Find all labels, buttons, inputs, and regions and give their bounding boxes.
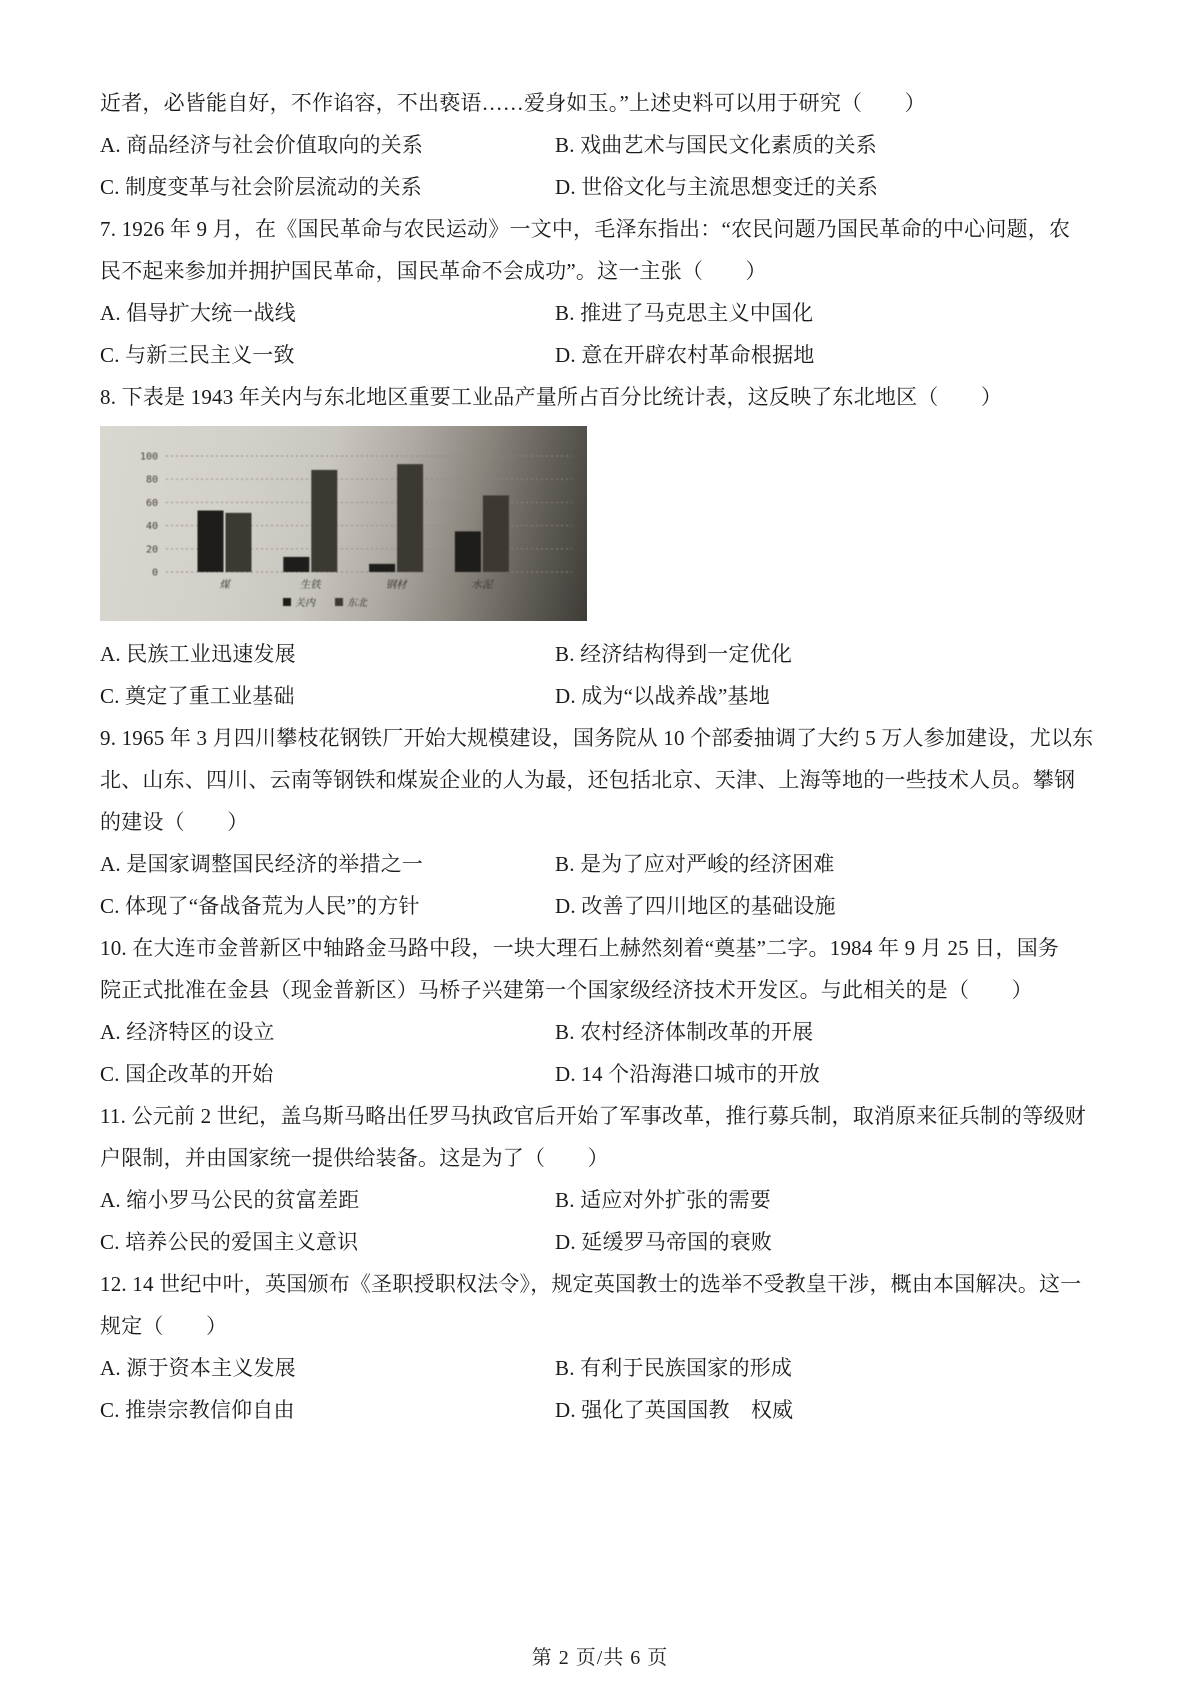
question-12-option-d: D. 强化了英国国教 权威	[555, 1398, 794, 1422]
svg-text:0: 0	[151, 567, 158, 579]
question-9-stem-line-2: 北、山东、四川、云南等钢铁和煤炭企业的人为最，还包括北京、天津、上海等地的一些技术人员。攀钢	[100, 768, 1076, 792]
question-9-option-a: A. 是国家调整国民经济的举措之一	[100, 852, 424, 876]
question-7-stem-line-1: 7. 1926 年 9 月，在《国民革命与农民运动》一文中，毛泽东指出：“农民问题乃国民革命的中心问题，农	[100, 217, 1071, 241]
question-7-option-d: D. 意在开辟农村革命根据地	[555, 343, 815, 367]
question-7-option-c: C. 与新三民主义一致	[100, 343, 295, 367]
question-10-stem-line-2: 院正式批准在金县（现金普新区）马桥子兴建第一个国家级经济技术开发区。与此相关的是（ ）	[100, 978, 1033, 1002]
question-11-stem-line-1: 11. 公元前 2 世纪，盖乌斯马略出任罗马执政官后开始了军事改革，推行募兵制，取消原来征兵制的等级财	[100, 1104, 1086, 1128]
question-11-options-row-2	[100, 1221, 1100, 1263]
question-6-stem-tail: 近者，必皆能自好，不作谄容，不出亵语……爱身如玉。”上述史料可以用于研究（ ）	[100, 91, 926, 115]
industry-output-chart-photo	[100, 426, 587, 621]
question-9-stem-line-3: 的建设（ ）	[100, 810, 249, 834]
question-10-option-a: A. 经济特区的设立	[100, 1020, 275, 1044]
question-7-option-a: A. 倡导扩大统一战线	[100, 301, 296, 325]
svg-text:关内: 关内	[295, 598, 315, 609]
question-11-option-d: D. 延缓罗马帝国的衰败	[555, 1230, 773, 1254]
svg-text:80: 80	[145, 474, 158, 486]
question-8-options-row-1	[100, 633, 1100, 675]
question-6-options-row-1	[100, 124, 1100, 166]
industry-bar-chart	[100, 426, 587, 621]
question-7-options-row-1	[100, 292, 1100, 334]
svg-text:钢材: 钢材	[385, 580, 407, 591]
question-7-options-row-2	[100, 334, 1100, 376]
question-12-options-row-2	[100, 1389, 1100, 1431]
svg-text:水泥: 水泥	[471, 580, 493, 591]
question-6-option-c: C. 制度变革与社会阶层流动的关系	[100, 175, 422, 199]
question-11-option-a: A. 缩小罗马公民的贫富差距	[100, 1188, 360, 1212]
question-10-option-b: B. 农村经济体制改革的开展	[555, 1020, 814, 1044]
question-12-stem-line-2: 规定（ ）	[100, 1314, 228, 1338]
question-12-option-b: B. 有利于民族国家的形成	[555, 1356, 793, 1380]
svg-text:100: 100	[139, 451, 158, 463]
question-9-options-row-1	[100, 843, 1100, 885]
question-8-option-a: A. 民族工业迅速发展	[100, 642, 296, 666]
svg-text:生铁: 生铁	[299, 580, 321, 591]
question-7-option-b: B. 推进了马克思主义中国化	[555, 301, 814, 325]
question-10-option-c: C. 国企改革的开始	[100, 1062, 274, 1086]
question-12-option-c: C. 推崇宗教信仰自由	[100, 1398, 295, 1422]
question-7-stem-line-2: 民不起来参加并拥护国民革命，国民革命不会成功”。这一主张（ ）	[100, 259, 767, 283]
question-9-option-b: B. 是为了应对严峻的经济困难	[555, 852, 835, 876]
question-12-options-row-1	[100, 1347, 1100, 1389]
svg-text:煤: 煤	[219, 580, 230, 591]
question-9-option-d: D. 改善了四川地区的基础设施	[555, 894, 836, 918]
question-6-option-b: B. 戏曲艺术与国民文化素质的关系	[555, 133, 877, 157]
svg-text:东北: 东北	[347, 598, 367, 609]
question-11-options-row-1	[100, 1179, 1100, 1221]
question-8-stem-line-1: 8. 下表是 1943 年关内与东北地区重要工业品产量所占百分比统计表，这反映了东北地区（ ）	[100, 385, 1003, 409]
page-number-footer: 第 2 页/共 6 页	[531, 1647, 669, 1669]
question-9-options-row-2	[100, 885, 1100, 927]
question-10-stem-line-1: 10. 在大连市金普新区中轴路金马路中段，一块大理石上赫然刻着“奠基”二字。1984 年 9 月 25 日，国务	[100, 936, 1060, 960]
question-8-option-c: C. 奠定了重工业基础	[100, 684, 295, 708]
question-9-stem-line-1: 9. 1965 年 3 月四川攀枝花钢铁厂开始大规模建设，国务院从 10 个部委抽调了大约 5 万人参加建设，尤以东	[100, 726, 1094, 750]
question-6-options-row-2	[100, 166, 1100, 208]
svg-text:40: 40	[145, 521, 158, 533]
svg-text:60: 60	[145, 497, 158, 509]
question-9-option-c: C. 体现了“备战备荒为人民”的方针	[100, 894, 420, 918]
question-6-option-a: A. 商品经济与社会价值取向的关系	[100, 133, 424, 157]
question-6-option-d: D. 世俗文化与主流思想变迁的关系	[555, 175, 879, 199]
question-8-option-d: D. 成为“以战养战”基地	[555, 684, 770, 708]
question-11-stem-line-2: 户限制，并由国家统一提供给装备。这是为了（ ）	[100, 1146, 609, 1170]
question-10-options-row-1	[100, 1011, 1100, 1053]
question-10-option-d: D. 14 个沿海港口城市的开放	[555, 1062, 821, 1086]
question-11-option-c: C. 培养公民的爱国主义意识	[100, 1230, 359, 1254]
question-8-options-row-2	[100, 675, 1100, 717]
question-10-options-row-2	[100, 1053, 1100, 1095]
svg-text:20: 20	[145, 544, 158, 556]
question-12-option-a: A. 源于资本主义发展	[100, 1356, 296, 1380]
question-11-option-b: B. 适应对外扩张的需要	[555, 1188, 771, 1212]
question-8-option-b: B. 经济结构得到一定优化	[555, 642, 793, 666]
question-12-stem-line-1: 12. 14 世纪中叶，英国颁布《圣职授职权法令》，规定英国教士的选举不受教皇干涉，概由本国解决。这一	[100, 1272, 1082, 1296]
